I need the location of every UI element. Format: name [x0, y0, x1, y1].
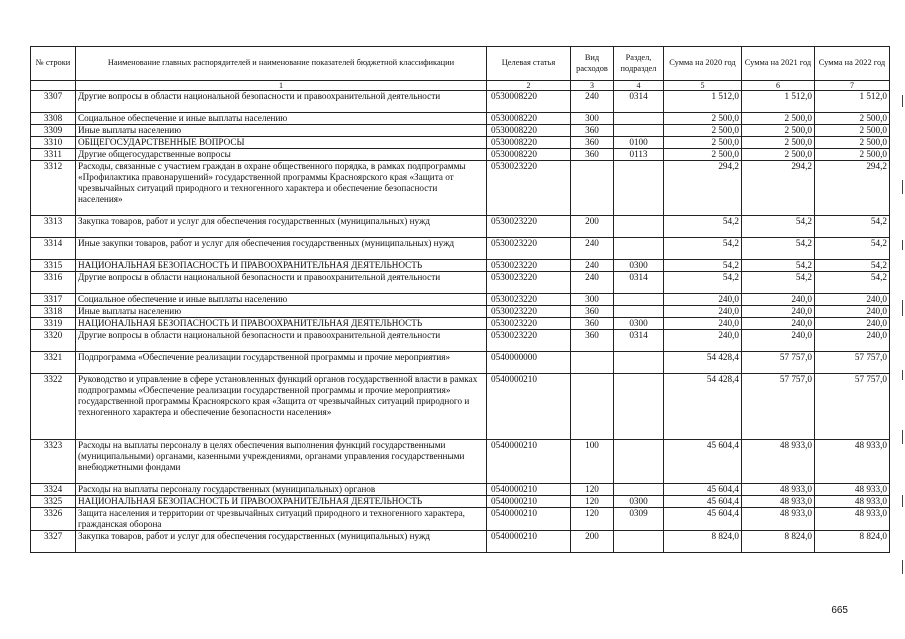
header-name: Наименование главных распорядителей и наименование показателей бюджетной классификации — [76, 47, 487, 81]
expense-type-cell: 120 — [571, 496, 614, 508]
target-article-cell: 0530023220 — [487, 294, 571, 306]
sum-2020-cell: 54,2 — [664, 272, 742, 294]
sum-2020-cell: 54,2 — [664, 216, 742, 238]
sum-2022-cell: 57 757,0 — [815, 352, 890, 374]
sum-2022-cell: 2 500,0 — [815, 113, 890, 125]
section-cell: 0309 — [614, 508, 664, 531]
indicator-name-cell: ОБЩЕГОСУДАРСТВЕННЫЕ ВОПРОСЫ — [76, 137, 487, 149]
sum-2021-cell: 48 933,0 — [742, 508, 815, 531]
sum-2021-cell: 54,2 — [742, 272, 815, 294]
table-row — [31, 374, 890, 440]
row-number-cell: 3320 — [31, 330, 76, 352]
indicator-name-cell: Закупка товаров, работ и услуг для обеспечения государственных (муниципальных) нужд — [76, 531, 487, 553]
table-row — [31, 352, 890, 374]
sum-2022-cell: 2 500,0 — [815, 149, 890, 161]
expense-type-cell — [571, 352, 614, 374]
sum-2021-cell: 57 757,0 — [742, 374, 815, 440]
index-cell: 2 — [487, 81, 571, 91]
row-number-cell: 3315 — [31, 260, 76, 272]
sum-2022-cell: 48 933,0 — [815, 508, 890, 531]
target-article-cell: 0540000210 — [487, 531, 571, 553]
expense-type-cell: 240 — [571, 91, 614, 113]
table-row — [31, 330, 890, 352]
index-cell: 5 — [664, 81, 742, 91]
table-row — [31, 496, 890, 508]
indicator-name-cell: Иные выплаты населению — [76, 125, 487, 137]
sum-2020-cell: 240,0 — [664, 306, 742, 318]
table-row — [31, 484, 890, 496]
sum-2020-cell: 294,2 — [664, 161, 742, 216]
header-sum-2022: Сумма на 2022 год — [815, 47, 890, 81]
target-article-cell: 0530023220 — [487, 260, 571, 272]
table-row — [31, 125, 890, 137]
expense-type-cell: 120 — [571, 484, 614, 496]
section-cell: 0113 — [614, 149, 664, 161]
target-article-cell: 0530023220 — [487, 238, 571, 260]
indicator-name-cell: Социальное обеспечение и иные выплаты населению — [76, 113, 487, 125]
row-number-cell: 3316 — [31, 272, 76, 294]
section-cell: 0100 — [614, 137, 664, 149]
target-article-cell: 0530008220 — [487, 91, 571, 113]
expense-type-cell: 240 — [571, 238, 614, 260]
header-row-no: № строки — [31, 47, 76, 81]
header-vid: Вид расходов — [571, 47, 614, 81]
sum-2020-cell: 2 500,0 — [664, 137, 742, 149]
row-number-cell: 3327 — [31, 531, 76, 553]
index-cell — [31, 81, 76, 91]
row-number-cell: 3317 — [31, 294, 76, 306]
section-cell: 0314 — [614, 330, 664, 352]
expense-type-cell: 360 — [571, 149, 614, 161]
row-number-cell: 3310 — [31, 137, 76, 149]
sum-2021-cell: 54,2 — [742, 216, 815, 238]
indicator-name-cell: Расходы на выплаты персоналу в целях обеспечения выполнения функций государственными (муниципальными) органами, казенными учреждениями, органами управления государственными внебюджетными фондами — [76, 440, 487, 484]
row-number-cell: 3308 — [31, 113, 76, 125]
expense-type-cell — [571, 374, 614, 440]
sum-2020-cell: 45 604,4 — [664, 484, 742, 496]
table-row — [31, 91, 890, 113]
header-sum-2021: Сумма на 2021 год — [742, 47, 815, 81]
expense-type-cell: 360 — [571, 137, 614, 149]
row-number-cell: 3324 — [31, 484, 76, 496]
table-row — [31, 238, 890, 260]
target-article-cell: 0530008220 — [487, 137, 571, 149]
expense-type-cell: 300 — [571, 294, 614, 306]
target-article-cell: 0540000000 — [487, 352, 571, 374]
expense-type-cell: 240 — [571, 260, 614, 272]
sum-2020-cell: 54 428,4 — [664, 352, 742, 374]
sum-2021-cell: 1 512,0 — [742, 91, 815, 113]
index-cell: 4 — [614, 81, 664, 91]
target-article-cell: 0530008220 — [487, 149, 571, 161]
table-row — [31, 149, 890, 161]
target-article-cell: 0530023220 — [487, 318, 571, 330]
indicator-name-cell: Другие общегосударственные вопросы — [76, 149, 487, 161]
row-number-cell: 3325 — [31, 496, 76, 508]
table-body — [31, 91, 890, 553]
table-row — [31, 531, 890, 553]
index-row — [31, 81, 890, 91]
sum-2020-cell: 240,0 — [664, 318, 742, 330]
row-number-cell: 3318 — [31, 306, 76, 318]
sum-2021-cell: 2 500,0 — [742, 125, 815, 137]
sum-2022-cell: 240,0 — [815, 330, 890, 352]
sum-2022-cell: 8 824,0 — [815, 531, 890, 553]
table-row — [31, 306, 890, 318]
sum-2022-cell: 54,2 — [815, 260, 890, 272]
sum-2021-cell: 240,0 — [742, 294, 815, 306]
target-article-cell: 0540000210 — [487, 440, 571, 484]
section-cell — [614, 440, 664, 484]
section-cell: 0300 — [614, 496, 664, 508]
sum-2020-cell: 8 824,0 — [664, 531, 742, 553]
sum-2021-cell: 2 500,0 — [742, 149, 815, 161]
table-row — [31, 137, 890, 149]
expense-type-cell: 360 — [571, 330, 614, 352]
sum-2022-cell: 48 933,0 — [815, 484, 890, 496]
sum-2020-cell: 2 500,0 — [664, 125, 742, 137]
expense-type-cell: 360 — [571, 318, 614, 330]
target-article-cell: 0530008220 — [487, 113, 571, 125]
indicator-name-cell: НАЦИОНАЛЬНАЯ БЕЗОПАСНОСТЬ И ПРАВООХРАНИТЕЛЬНАЯ ДЕЯТЕЛЬНОСТЬ — [76, 318, 487, 330]
target-article-cell: 0540000210 — [487, 496, 571, 508]
table-row — [31, 508, 890, 531]
section-cell — [614, 216, 664, 238]
sum-2021-cell: 48 933,0 — [742, 484, 815, 496]
sum-2022-cell: 54,2 — [815, 216, 890, 238]
sum-2022-cell: 48 933,0 — [815, 440, 890, 484]
sum-2022-cell: 294,2 — [815, 161, 890, 216]
sum-2020-cell: 54 428,4 — [664, 374, 742, 440]
header-row — [31, 47, 890, 81]
sum-2021-cell: 54,2 — [742, 260, 815, 272]
sum-2020-cell: 1 512,0 — [664, 91, 742, 113]
indicator-name-cell: Подпрограмма «Обеспечение реализации государственной программы и прочие мероприятия» — [76, 352, 487, 374]
table-row — [31, 216, 890, 238]
row-number-cell: 3307 — [31, 91, 76, 113]
target-article-cell: 0530023220 — [487, 216, 571, 238]
expense-type-cell: 240 — [571, 272, 614, 294]
expense-type-cell: 100 — [571, 440, 614, 484]
section-cell — [614, 484, 664, 496]
section-cell — [614, 306, 664, 318]
indicator-name-cell: Расходы на выплаты персоналу государственных (муниципальных) органов — [76, 484, 487, 496]
sum-2020-cell: 54,2 — [664, 238, 742, 260]
indicator-name-cell: Защита населения и территории от чрезвычайных ситуаций природного и техногенного характера, гражданская оборона — [76, 508, 487, 531]
budget-table — [30, 46, 890, 553]
row-number-cell: 3313 — [31, 216, 76, 238]
indicator-name-cell: НАЦИОНАЛЬНАЯ БЕЗОПАСНОСТЬ И ПРАВООХРАНИТЕЛЬНАЯ ДЕЯТЕЛЬНОСТЬ — [76, 260, 487, 272]
target-article-cell: 0540000210 — [487, 508, 571, 531]
sum-2020-cell: 45 604,4 — [664, 508, 742, 531]
expense-type-cell: 200 — [571, 531, 614, 553]
section-cell — [614, 374, 664, 440]
table-row — [31, 294, 890, 306]
index-cell: 7 — [815, 81, 890, 91]
table-row — [31, 113, 890, 125]
section-cell — [614, 125, 664, 137]
expense-type-cell: 300 — [571, 113, 614, 125]
sum-2021-cell: 240,0 — [742, 318, 815, 330]
sum-2022-cell: 54,2 — [815, 272, 890, 294]
sum-2022-cell: 240,0 — [815, 318, 890, 330]
sum-2022-cell: 48 933,0 — [815, 496, 890, 508]
section-cell: 0314 — [614, 91, 664, 113]
indicator-name-cell: Другие вопросы в области национальной безопасности и правоохранительной деятельности — [76, 330, 487, 352]
indicator-name-cell: Закупка товаров, работ и услуг для обеспечения государственных (муниципальных) нужд — [76, 216, 487, 238]
row-number-cell: 3309 — [31, 125, 76, 137]
target-article-cell: 0530023220 — [487, 306, 571, 318]
sum-2020-cell: 54,2 — [664, 260, 742, 272]
sum-2020-cell: 240,0 — [664, 294, 742, 306]
target-article-cell: 0530023220 — [487, 161, 571, 216]
sum-2021-cell: 48 933,0 — [742, 440, 815, 484]
indicator-name-cell: Социальное обеспечение и иные выплаты населению — [76, 294, 487, 306]
row-number-cell: 3319 — [31, 318, 76, 330]
header-sum-2020: Сумма на 2020 год — [664, 47, 742, 81]
section-cell — [614, 352, 664, 374]
expense-type-cell: 360 — [571, 306, 614, 318]
sum-2021-cell: 2 500,0 — [742, 137, 815, 149]
sum-2020-cell: 2 500,0 — [664, 149, 742, 161]
sum-2022-cell: 2 500,0 — [815, 137, 890, 149]
expense-type-cell — [571, 161, 614, 216]
section-cell — [614, 238, 664, 260]
row-number-cell: 3326 — [31, 508, 76, 531]
indicator-name-cell: Другие вопросы в области национальной безопасности и правоохранительной деятельности — [76, 272, 487, 294]
indicator-name-cell: Руководство и управление в сфере установленных функций органов государственной власти в рамках подпрограммы «Обеспечение реализации государственной программы и прочие мероприятия» государственной программы Красноярского края «Защита от чрезвычайных ситуаций природного и техногенного характера и обеспечение безопасности населения» — [76, 374, 487, 440]
sum-2021-cell: 8 824,0 — [742, 531, 815, 553]
index-cell: 3 — [571, 81, 614, 91]
expense-type-cell: 200 — [571, 216, 614, 238]
row-number-cell: 3321 — [31, 352, 76, 374]
row-number-cell: 3322 — [31, 374, 76, 440]
row-number-cell: 3312 — [31, 161, 76, 216]
target-article-cell: 0530023220 — [487, 330, 571, 352]
row-number-cell: 3323 — [31, 440, 76, 484]
sum-2021-cell: 240,0 — [742, 306, 815, 318]
scan-edge-marks — [899, 0, 905, 639]
sum-2021-cell: 57 757,0 — [742, 352, 815, 374]
section-cell — [614, 294, 664, 306]
section-cell: 0300 — [614, 318, 664, 330]
expense-type-cell: 120 — [571, 508, 614, 531]
sum-2020-cell: 240,0 — [664, 330, 742, 352]
section-cell — [614, 531, 664, 553]
sum-2021-cell: 240,0 — [742, 330, 815, 352]
section-cell — [614, 113, 664, 125]
indicator-name-cell: Иные выплаты населению — [76, 306, 487, 318]
target-article-cell: 0530008220 — [487, 125, 571, 137]
sum-2021-cell: 294,2 — [742, 161, 815, 216]
sum-2020-cell: 45 604,4 — [664, 496, 742, 508]
indicator-name-cell: НАЦИОНАЛЬНАЯ БЕЗОПАСНОСТЬ И ПРАВООХРАНИТЕЛЬНАЯ ДЕЯТЕЛЬНОСТЬ — [76, 496, 487, 508]
sum-2022-cell: 2 500,0 — [815, 125, 890, 137]
index-cell: 6 — [742, 81, 815, 91]
target-article-cell: 0540000210 — [487, 484, 571, 496]
section-cell — [614, 161, 664, 216]
row-number-cell: 3314 — [31, 238, 76, 260]
indicator-name-cell: Другие вопросы в области национальной безопасности и правоохранительной деятельности — [76, 91, 487, 113]
target-article-cell: 0530023220 — [487, 272, 571, 294]
sum-2022-cell: 57 757,0 — [815, 374, 890, 440]
sum-2020-cell: 45 604,4 — [664, 440, 742, 484]
page-number: 665 — [831, 605, 848, 616]
row-number-cell: 3311 — [31, 149, 76, 161]
header-target: Целевая статья — [487, 47, 571, 81]
table-row — [31, 161, 890, 216]
indicator-name-cell: Иные закупки товаров, работ и услуг для обеспечения государственных (муниципальных) нужд — [76, 238, 487, 260]
table-row — [31, 440, 890, 484]
section-cell: 0314 — [614, 272, 664, 294]
sum-2022-cell: 1 512,0 — [815, 91, 890, 113]
indicator-name-cell: Расходы, связанные с участием граждан в охране общественного порядка, в рамках подпрограммы «Профилактика правонарушений» государственной программы Красноярского края «Защита от чрезвычайных ситуаций природного и техногенного характера и обеспечение безопасности населения» — [76, 161, 487, 216]
sum-2021-cell: 54,2 — [742, 238, 815, 260]
sum-2021-cell: 48 933,0 — [742, 496, 815, 508]
sum-2022-cell: 54,2 — [815, 238, 890, 260]
sum-2020-cell: 2 500,0 — [664, 113, 742, 125]
target-article-cell: 0540000210 — [487, 374, 571, 440]
table-row — [31, 260, 890, 272]
section-cell: 0300 — [614, 260, 664, 272]
expense-type-cell: 360 — [571, 125, 614, 137]
table-row — [31, 272, 890, 294]
sum-2021-cell: 2 500,0 — [742, 113, 815, 125]
table-row — [31, 318, 890, 330]
header-razdel: Раздел, подраздел — [614, 47, 664, 81]
index-cell: 1 — [76, 81, 487, 91]
sum-2022-cell: 240,0 — [815, 294, 890, 306]
sum-2022-cell: 240,0 — [815, 306, 890, 318]
